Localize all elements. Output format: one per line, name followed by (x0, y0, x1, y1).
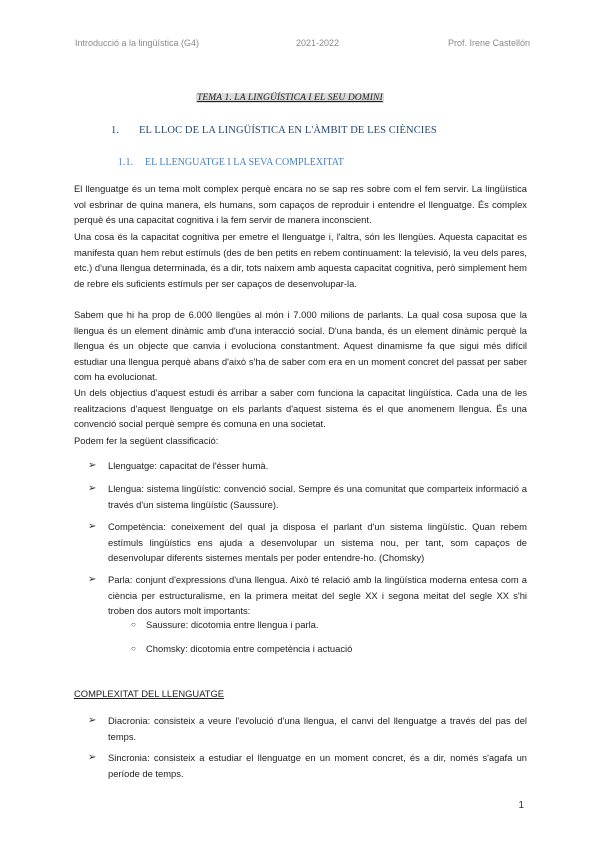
arrow-bullet-icon: ➢ (88, 460, 97, 471)
arrow-bullet-icon: ➢ (88, 574, 97, 585)
bullet-item (88, 713, 527, 744)
bullet-item (88, 572, 527, 619)
paragraph: Podem fer la següent classificació: (74, 435, 219, 446)
bullet-text: Llengua: sistema lingüístic: convenció social. Sempre és una comunitat que comparteix informació a través d'un sistema lingüístic (Saussure). (108, 483, 527, 510)
header-course: Introducció a la lingüística (G4) (75, 38, 200, 48)
bullet-item (88, 458, 527, 474)
bullet-text: Sincronia: consisteix a estudiar el llenguatge en un moment concret, és a dir, només s'agafa un període de temps. (108, 752, 527, 779)
page-header (75, 38, 530, 52)
paragraph: Un dels objectius d'aquest estudi és arribar a saber com funciona la capacitat lingüística. Cada una de les realitzacions d'aquest llenguatge on els parlants d'aquest sistema és el que anomenem llengua. És una convenció social perquè sempre és comuna en una societat. (74, 387, 527, 429)
paragraph: Una cosa és la capacitat cognitiva per emetre el llenguatge i, l'altra, són les llengües. Aquesta capacitat es manifesta quan hem rebut estímuls (des de ben petits en rebem continuament: la televisió, la veu dels pares, etc.) d'una llengua determinada, és a dir, tots naixem amb aquesta capacitat cognitiva, però simplement hem de rebre els suficients estímuls per ser capaços de desenvolupar-la. (74, 231, 527, 289)
paragraph: Sabem que hi ha prop de 6.000 llengües al món i 7.000 milions de parlants. La qual cosa suposa que la llengua és un element dinàmic amb d'una interacció social. D'una banda, és un element dinàmic perquè la llengua és un objecte que canvia i evoluciona constantment. Aquest dinamisme fa que sigui més difícil estudiar una llengua perquè abans d'això s'ha de saber com era en un moment concret del passat per saber com ha evolucionat. (74, 309, 527, 382)
bullet-text: Parla: conjunt d'expressions d'una llengua. Això té relació amb la lingüística moderna entesa com a ciència per estructuralisme, en la primera meitat del segle XX i segona meitat del segle XX s'hi troben dos autors molt importants: (108, 574, 527, 616)
sub-bullet-text: Chomsky: dicotomia entre competència i actuació (146, 643, 353, 654)
subheading-complexity: COMPLEXITAT DEL LLENGUATGE (74, 688, 225, 699)
bullet-item (88, 519, 527, 566)
sub-bullet-item (131, 617, 319, 633)
bullet-text: Llenguatge: capacitat de l'ésser humà. (108, 460, 269, 471)
document-title: TEMA 1. LA LINGÜÍSTICA I EL SEU DOMINI (197, 93, 383, 103)
header-year: 2021-2022 (296, 38, 340, 48)
subsection-number: 1.1. (118, 157, 133, 168)
sub-bullet-item (131, 641, 352, 657)
arrow-bullet-icon: ➢ (88, 521, 97, 532)
bullet-text: Competència: coneixement del qual ja disposa el parlant d'un sistema lingüístic. Quan rebem estímuls lingüístics ens ajuda a desenvolupar un sistema nou, per tant, som capaços de desenvolupar diferents sistemes mentals per poder entendre-ho. (Chomsky) (108, 521, 527, 563)
arrow-bullet-icon: ➢ (88, 715, 97, 726)
circle-bullet-icon: ○ (131, 644, 136, 653)
section-text: EL LLOC DE LA LINGÜÍSTICA EN L'ÀMBIT DE LES CIÈNCIES (139, 125, 437, 136)
bullet-item (88, 481, 527, 512)
header-professor: Prof. Irene Castellón (447, 38, 530, 48)
section-number: 1. (111, 125, 120, 136)
subsection-text: EL LLENGUATGE I LA SEVA COMPLEXITAT (145, 157, 344, 168)
bullet-item (88, 750, 527, 781)
arrow-bullet-icon: ➢ (88, 483, 97, 494)
bullet-text: Diacronia: consisteix a veure l'evolució d'una llengua, el canvi del llenguatge a través del pas del temps. (108, 715, 527, 742)
arrow-bullet-icon: ➢ (88, 752, 97, 763)
page-number: 1 (518, 800, 524, 811)
circle-bullet-icon: ○ (131, 620, 136, 629)
sub-bullet-text: Saussure: dicotomia entre llengua i parla. (146, 619, 319, 630)
paragraph: El llenguatge és un tema molt complex perquè encara no se sap res sobre com el fem servir. La lingüística vol esbrinar de quina manera, els humans, som capaços de reproduir i entendre el llenguatge. És complex perquè és una capacitat cognitiva i la fem servir de manera inconscient. (74, 183, 527, 225)
